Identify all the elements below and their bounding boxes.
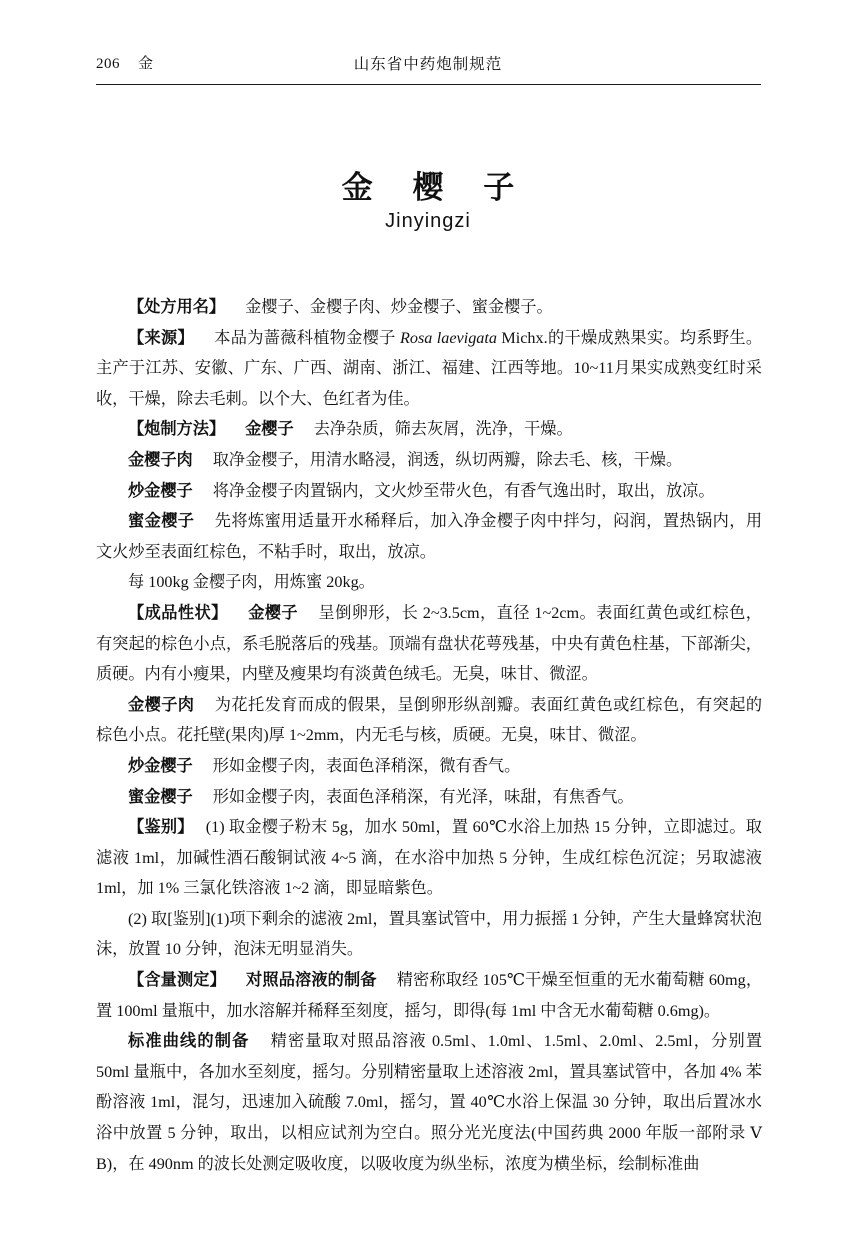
properties-item-1-text: 为花托发育而成的假果，呈倒卵形纵剖瓣。表面红黄色或红棕色，有突起的棕色小点。花托壁(果肉)厚 1~2mm，内无毛与核，质硬。无臭，味甘、微涩。 xyxy=(96,695,763,745)
page-number: 206 xyxy=(96,56,120,72)
source-author-abbr: Michx. xyxy=(496,328,548,347)
processing-item-1 xyxy=(96,445,762,476)
running-head xyxy=(96,52,760,82)
document-body xyxy=(96,292,762,1179)
page-title: 金 樱 子 xyxy=(341,170,531,205)
processing-item-3-text: 先将炼蜜用适量开水稀释后，加入净金樱子肉中拌匀，闷润，置热锅内，用文火炒至表面红棕色，不粘手时，取出，放凉。 xyxy=(96,512,763,561)
properties-item-1-name: 金樱子肉 xyxy=(128,695,195,714)
properties-item-2-text: 形如金樱子肉，表面色泽稍深，微有香气。 xyxy=(212,756,521,775)
prescription-names-label: 【处方用名】 xyxy=(128,298,226,316)
assay-label: 【含量测定】 xyxy=(128,971,226,990)
prescription-names-text: 金樱子、金樱子肉、炒金樱子、蜜金樱子。 xyxy=(245,298,553,316)
processing-item-3-name: 蜜金樱子 xyxy=(128,512,195,531)
book-title: 山东省中药炮制规范 xyxy=(353,56,503,73)
section-character: 金 xyxy=(138,56,154,72)
section-properties xyxy=(96,598,762,690)
assay-sub-1-name: 对照品溶液的制备 xyxy=(245,971,377,990)
properties-item-2-name: 炒金樱子 xyxy=(128,756,193,775)
processing-item-1-text: 取净金樱子，用清水略浸，润透，纵切两瓣，除去毛、核，干燥。 xyxy=(212,450,683,469)
assay-sub-1-text: 精密称取经 105℃干燥至恒重的无水葡萄糖 60mg，置 100ml 量瓶中，加水溶解并稀释至刻度，摇匀，即得(每 1ml 中含无水葡萄糖 0.6mg)。 xyxy=(96,971,763,1020)
properties-item-3-name: 蜜金樱子 xyxy=(128,787,193,806)
processing-item-1-name: 金樱子肉 xyxy=(128,450,193,469)
section-processing xyxy=(96,414,762,445)
identification-item-2-para xyxy=(96,904,762,965)
source-text-part1: 本品为蔷薇科植物金樱子 xyxy=(213,328,401,347)
properties-item-1 xyxy=(96,690,762,751)
processing-item-3 xyxy=(96,506,762,567)
properties-item-0-text: 呈倒卵形，长 2~3.5cm，直径 1~2cm。表面红黄色或红棕色，有突起的棕色小点，系毛脱落后的残基。顶端有盘状花萼残基，中央有黄色柱基，下部渐尖，质硬。内有小瘦果，内壁及瘦果均有淡黄色绒毛。无臭，味甘、微涩。 xyxy=(96,603,762,684)
header-rule xyxy=(96,84,761,85)
assay-sub-2-text: 精密量取对照品溶液 0.5ml、1.0ml、1.5ml、2.0ml、2.5ml，分别置 50ml 量瓶中，各加水至刻度，摇匀。分别精密量取上述溶液 2ml，置具塞试管中，各加 4% 苯酚溶液 1ml，混匀，迅速加入硫酸 7.0ml，摇匀，置 40℃水浴上保温 30 分钟，取出后置冰水浴中放置 5 分钟，取出，以相应试剂为空白。照分光光度法(中国药典 2000 年版一部附录 Ⅴ B)，在 490nm 的波长处测定吸收度，以吸收度为纵坐标，浓度为横坐标，绘制标准曲 xyxy=(96,1032,763,1173)
processing-item-0-name: 金樱子 xyxy=(245,420,294,439)
assay-sub-2-name: 标准曲线的制备 xyxy=(128,1032,250,1051)
processing-note-text: 每 100kg 金樱子肉，用炼蜜 20kg。 xyxy=(128,573,375,592)
section-prescription-names xyxy=(96,292,762,323)
assay-sub-2 xyxy=(96,1026,762,1179)
processing-item-2-text: 将净金樱子肉置锅内，文火炒至带火色，有香气逸出时，取出，放凉。 xyxy=(212,481,715,500)
properties-label: 【成品性状】 xyxy=(128,603,228,622)
page-title-pinyin: Jinyingzi xyxy=(385,210,471,232)
identification-item-1: (1) 取金樱子粉末 5g，加水 50ml，置 60℃水浴上加热 15 分钟，立即滤过。取滤液 1ml，加碱性酒石酸铜试液 4~5 滴，在水浴中加热 5 分钟，生成红棕色沉淀；另取滤液 1ml，加 1% 三氯化铁溶液 1~2 滴，即显暗紫色。 xyxy=(96,818,762,898)
section-identification xyxy=(96,812,762,904)
identification-label: 【鉴别】 xyxy=(128,818,194,837)
section-source xyxy=(96,323,762,415)
processing-item-0-text: 去净杂质，筛去灰屑，洗净，干燥。 xyxy=(313,420,573,439)
properties-item-3 xyxy=(96,782,762,813)
properties-item-2 xyxy=(96,751,762,782)
processing-item-2-name: 炒金樱子 xyxy=(128,481,193,500)
properties-item-3-text: 形如金樱子肉，表面色泽稍深，有光泽，味甜，有焦香气。 xyxy=(212,787,634,806)
processing-item-2 xyxy=(96,476,762,507)
properties-item-0-name: 金樱子 xyxy=(247,603,299,622)
processing-note xyxy=(96,567,762,598)
source-latin-name: Rosa laevigata xyxy=(400,328,497,347)
identification-item-2: (2) 取[鉴别](1)项下剩余的滤液 2ml，置具塞试管中，用力振摇 1 分钟，产生大量蜂窝状泡沫，放置 10 分钟，泡沫无明显消失。 xyxy=(96,909,762,959)
section-assay xyxy=(96,965,762,1026)
source-label: 【来源】 xyxy=(128,328,194,347)
source-text-part2: 的干燥成熟果实。均系野生。主产于江苏、安徽、广东、广西、湖南、浙江、福建、江西等地。10~11月果实成熟变红时采收，干燥，除去毛刺。以个大、色红者为佳。 xyxy=(96,328,763,408)
processing-label: 【炮制方法】 xyxy=(128,420,226,439)
